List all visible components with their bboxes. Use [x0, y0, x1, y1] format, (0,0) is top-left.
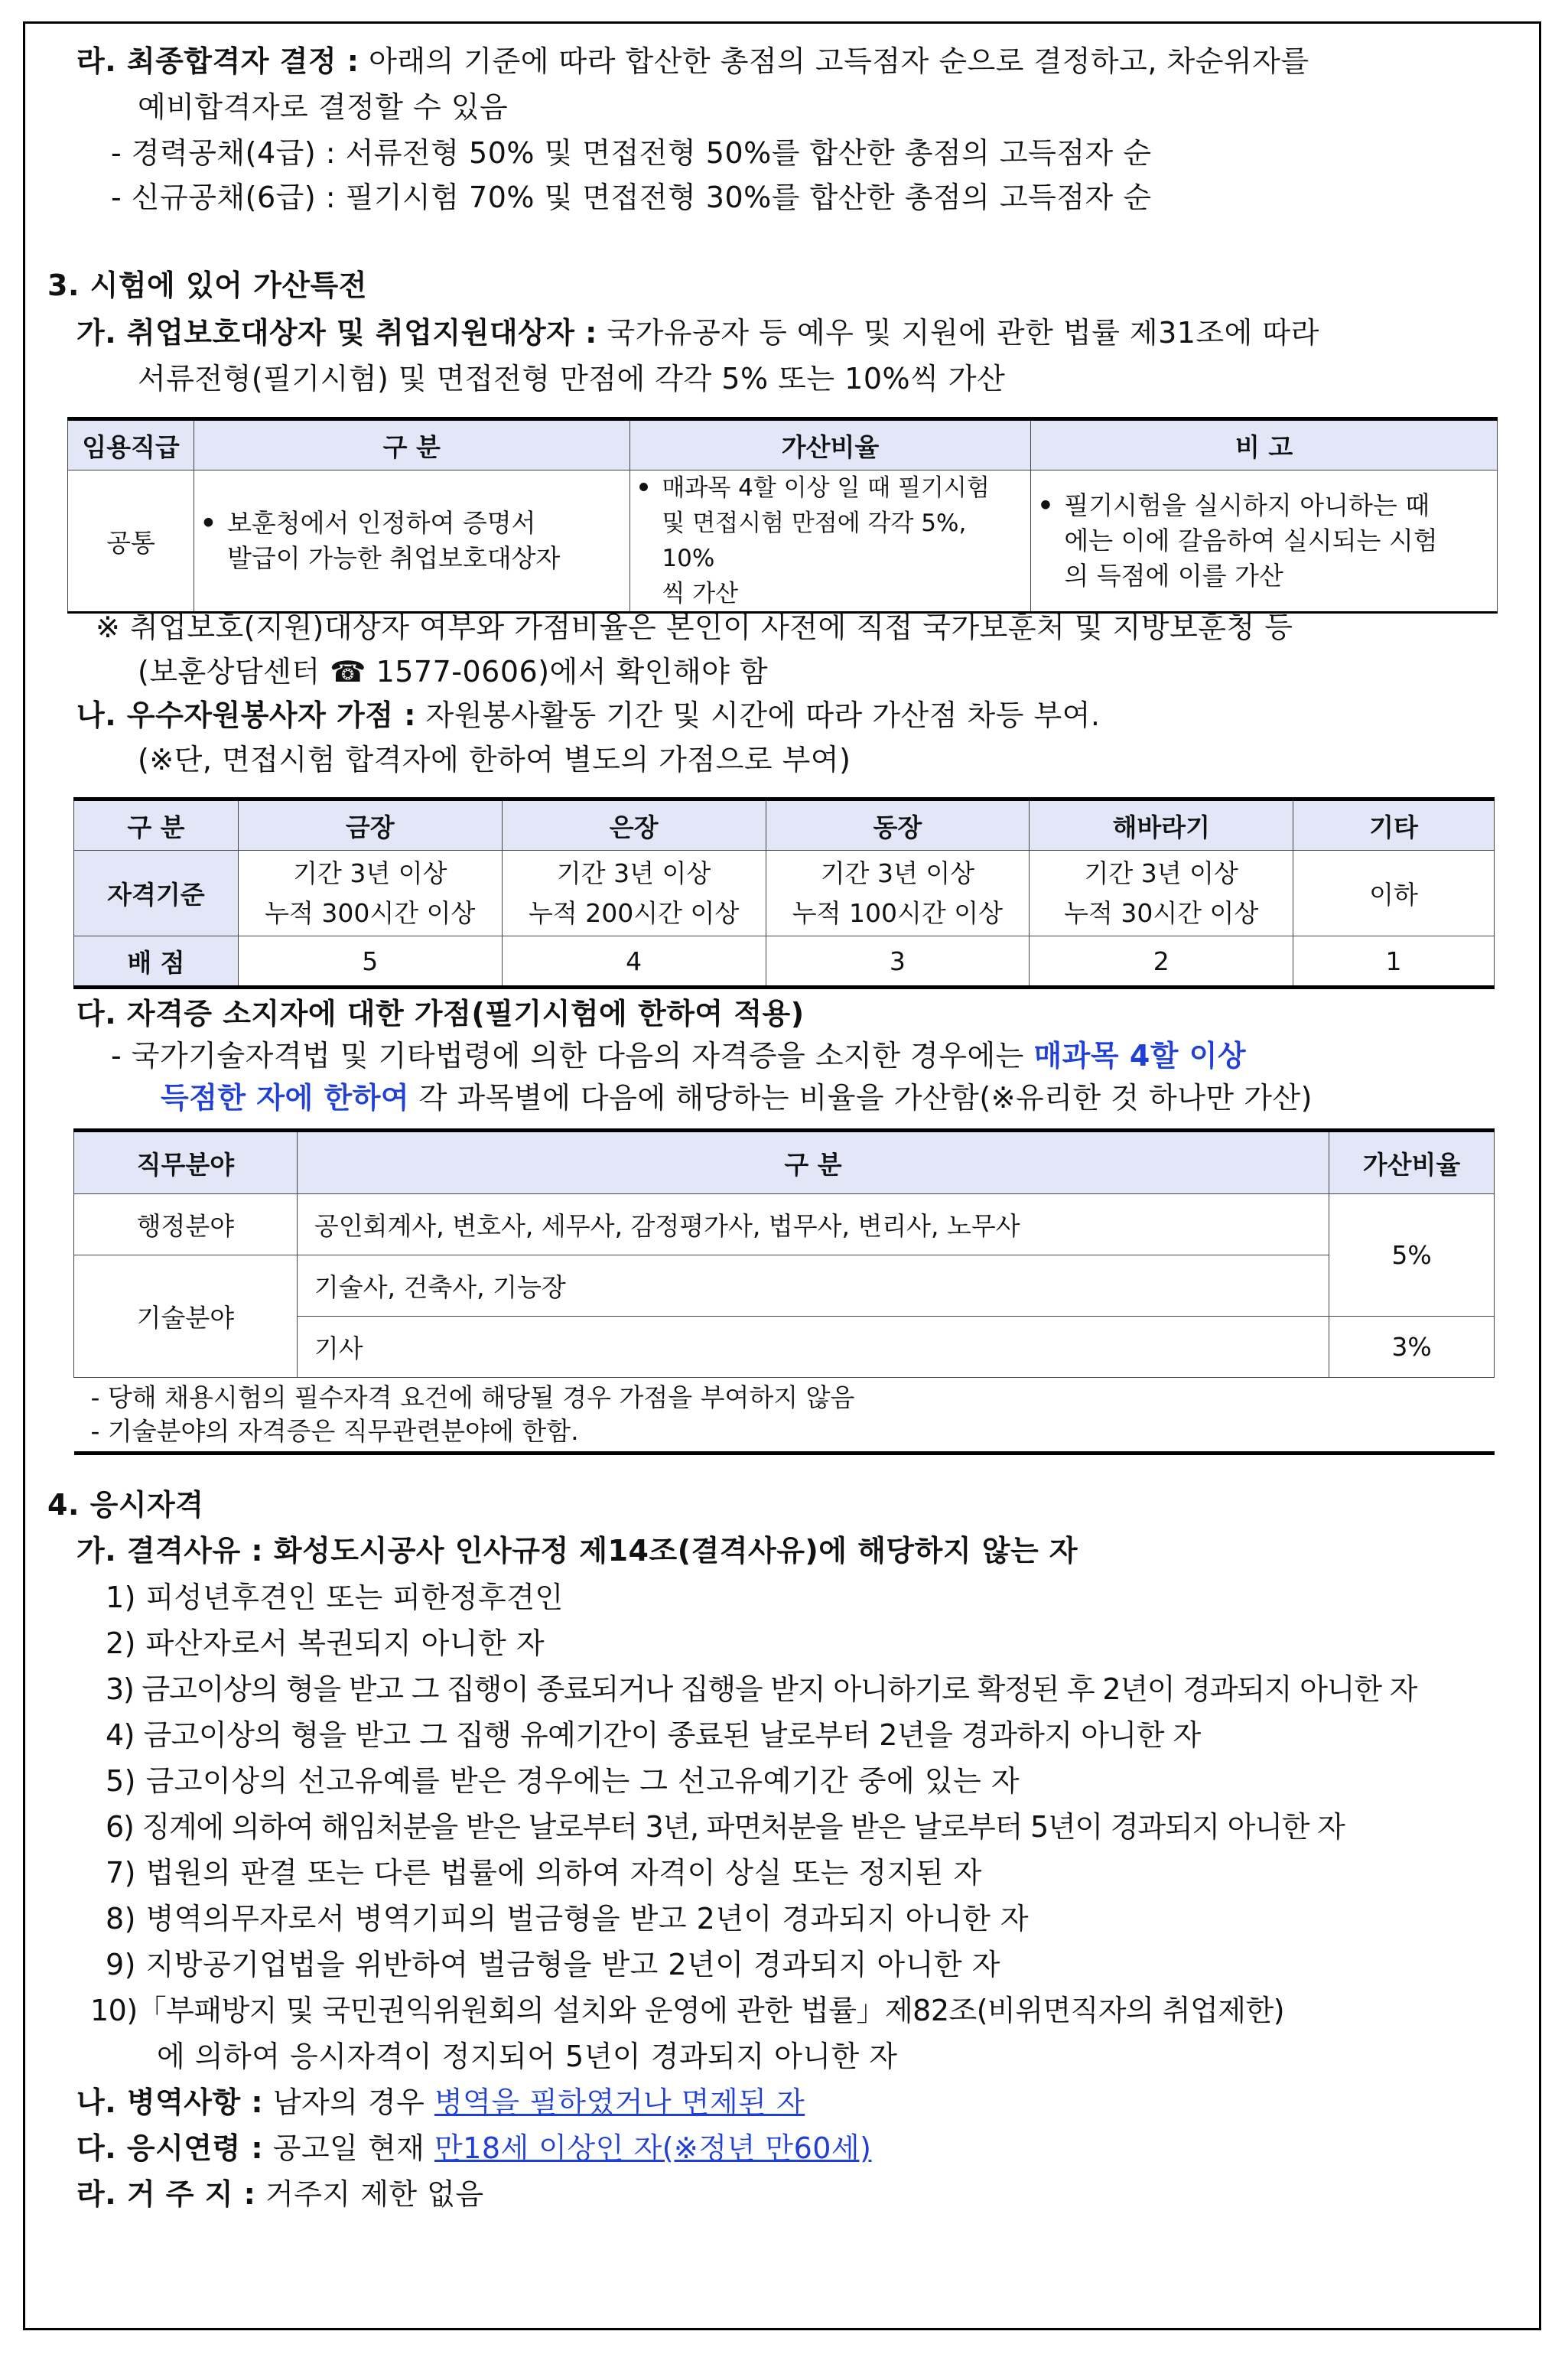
other-criteria: 이하: [1293, 851, 1495, 936]
cell-bonus-rate: • 매과목 4할 이상 일 때 필기시험 및 면접시험 만점에 각각 5%, 10% 씩 가산: [629, 470, 1031, 613]
division-line2: 발급이 가능한 취업보호대상자: [227, 543, 561, 573]
certificate-line1: [111, 1037, 1246, 1075]
remarks-line1: 필기시험을 실시하지 아니하는 때: [1064, 490, 1430, 520]
row-header-qualification: 자격기준: [74, 851, 239, 936]
other-points: 1: [1293, 936, 1495, 988]
residence-heading: 라. 거 주 지 :: [76, 2177, 256, 2211]
disqualification-item-7: 7) 법원의 판결 또는 다른 법률에 의하여 자격이 상실 또는 정지된 자: [106, 1856, 982, 1890]
career-hire-criteria: - 경력공채(4급) : 서류전형 50% 및 면접전형 50%를 합산한 총점의 고득점자 순: [111, 136, 1152, 170]
volunteer-heading: 나. 우수자원봉사자 가점 :: [76, 698, 416, 732]
certificate-text1: - 국가기술자격법 및 기타법령에 의한 다음의 자격증을 소지한 경우에는: [111, 1039, 1034, 1073]
age-text: 공고일 현재: [272, 2131, 434, 2165]
admin-field-label: 행정분야: [74, 1194, 298, 1255]
rate-line2: 및 면접시험 만점에 각각 5%, 10%: [662, 510, 967, 572]
disqualification-item-4: 4) 금고이상의 형을 받고 그 집행 유예기간이 종료된 날로부터 2년을 경과하지 아니한 자: [106, 1718, 1201, 1752]
final-pass-text: 아래의 기준에 따라 합산한 총점의 고득점자 순으로 결정하고, 차순위자를: [369, 44, 1309, 78]
tech-field-label: 기술분야: [74, 1255, 298, 1378]
final-pass-line1: [76, 42, 1309, 80]
cell-remarks: • 필기시험을 실시하지 아니하는 때 에는 이에 갈음하여 실시되는 시험 의 득점에 이를 가산: [1031, 470, 1498, 613]
certificate-table: [73, 1128, 1495, 1455]
certificate-text2: 각 과목별에 다음에 해당하는 비율을 가산함(※유리한 것 하나만 가산): [409, 1081, 1313, 1115]
disqualification-item-6: 6) 징계에 의하여 해임처분을 받은 날로부터 3년, 파면처분을 받은 날로부터 5년이 경과되지 아니한 자: [106, 1810, 1345, 1844]
disqualification-item-5: 5) 금고이상의 선고유예를 받은 경우에는 그 선고유예기간 중에 있는 자: [106, 1764, 1020, 1798]
new-hire-criteria: - 신규공채(6급) : 필기시험 70% 및 면접전형 30%를 합산한 총점의 고득점자 순: [111, 181, 1152, 214]
gold-points: 5: [238, 936, 502, 988]
certificate-highlight1: 매과목 4할 이상: [1033, 1039, 1247, 1073]
age-requirement: 만18세 이상인 자(※정년 만60세): [434, 2131, 872, 2165]
remarks-line3: 의 득점에 이를 가산: [1064, 561, 1283, 591]
rate-3-percent: 3%: [1329, 1317, 1495, 1378]
cell-grade: 공통: [68, 470, 194, 613]
col-header-sunflower: 해바라기: [1030, 799, 1293, 851]
silver-hours: 누적 200시간 이상: [528, 897, 740, 928]
final-pass-line2: 예비합격자로 결정할 수 있음: [138, 90, 509, 124]
age-heading: 다. 응시연령 :: [76, 2131, 264, 2165]
bronze-hours: 누적 100시간 이상: [792, 897, 1004, 928]
certificate-footnote1: - 당해 채용시험의 필수자격 요건에 해당될 경우 가점을 부여하지 않음: [90, 1382, 855, 1412]
volunteer-text: 자원봉사활동 기간 및 시간에 따라 가산점 차등 부여.: [425, 698, 1101, 732]
military-service-heading: 나. 병역사항 :: [76, 2085, 264, 2119]
col-header-silver: 은장: [502, 799, 766, 851]
col-header-grade: 임용직급: [68, 419, 194, 470]
military-service-line: [76, 2083, 805, 2121]
employment-protection-heading: 가. 취업보호대상자 및 취업지원대상자 :: [76, 316, 597, 350]
col-header-bonus-rate: 가산비율: [629, 419, 1031, 470]
sunflower-points: 2: [1030, 936, 1293, 988]
certificate-footnote2: - 기술분야의 자격증은 직무관련분야에 한함.: [90, 1416, 579, 1446]
col-header-field: 직무분야: [74, 1131, 298, 1194]
gold-hours: 누적 300시간 이상: [265, 897, 476, 928]
veteran-note-line2: (보훈상담센터 ☎ 1577-0606)에서 확인해야 함: [138, 655, 769, 689]
employment-protection-line1: [76, 314, 1319, 352]
sunflower-period: 기간 3년 이상: [1084, 858, 1238, 888]
veteran-bonus-table: [67, 417, 1498, 614]
section3-title: 3. 시험에 있어 가산특전: [47, 269, 367, 302]
col-header-remarks: 비 고: [1031, 419, 1498, 470]
division-line1: 보훈청에서 인정하여 증명서: [227, 508, 536, 538]
employment-protection-text: 국가유공자 등 예우 및 지원에 관한 법률 제31조에 따라: [607, 316, 1319, 350]
disqualification-item-10-cont: 에 의하여 응시자격이 정지되어 5년이 경과되지 아니한 자: [157, 2040, 898, 2073]
disqualification-item-1: 1) 피성년후견인 또는 피한정후견인: [106, 1581, 564, 1614]
col-header-bronze: 동장: [766, 799, 1030, 851]
final-pass-heading: 라. 최종합격자 결정 :: [76, 44, 359, 78]
residence-text: 거주지 제한 없음: [265, 2177, 484, 2211]
rate-line1: 매과목 4할 이상 일 때 필기시험: [662, 474, 990, 502]
bronze-points: 3: [766, 936, 1030, 988]
veteran-note-line1: ※ 취업보호(지원)대상자 여부와 가점비율은 본인이 사전에 직접 국가보훈처 및 지방보훈청 등: [96, 610, 1293, 644]
certificate-footnotes: [74, 1378, 1495, 1454]
disqualification-heading: 가. 결격사유 : 화성도시공사 인사규정 제14조(결격사유)에 해당하지 않는 자: [76, 1534, 1078, 1568]
certificate-line2: [161, 1079, 1313, 1117]
certificate-heading: 다. 자격증 소지자에 대한 가점(필기시험에 한하여 적용): [76, 997, 805, 1030]
disqualification-item-2: 2) 파산자로서 복권되지 아니한 자: [106, 1626, 545, 1660]
col-header-cert-rate: 가산비율: [1329, 1131, 1495, 1194]
disqualification-item-8: 8) 병역의무자로서 병역기피의 벌금형을 받고 2년이 경과되지 아니한 자: [106, 1902, 1030, 1936]
residence-line: [76, 2175, 484, 2213]
disqualification-item-3: 3) 금고이상의 형을 받고 그 집행이 종료되거나 집행을 받지 아니하기로 확정된 후 2년이 경과되지 아니한 자: [106, 1672, 1417, 1706]
col-header-gold: 금장: [238, 799, 502, 851]
silver-criteria: [502, 851, 766, 936]
bronze-period: 기간 3년 이상: [820, 858, 975, 888]
tech-field-certs1: 기술사, 건축사, 기능장: [297, 1255, 1329, 1317]
disqualification-item-9: 9) 지방공기업법을 위반하여 벌금형을 받고 2년이 경과되지 아니한 자: [106, 1948, 1000, 1981]
col-header-division: 구 분: [194, 419, 629, 470]
volunteer-line1: [76, 696, 1101, 734]
sunflower-criteria: [1030, 851, 1293, 936]
certificate-highlight2: 득점한 자에 한하여: [161, 1081, 410, 1115]
col-header-category: 구 분: [74, 799, 239, 851]
remarks-line2: 에는 이에 갈음하여 실시되는 시험: [1064, 526, 1438, 555]
cell-division: • 보훈청에서 인정하여 증명서 발급이 가능한 취업보호대상자: [194, 470, 629, 613]
row-header-points: 배 점: [74, 936, 239, 988]
volunteer-table: [73, 797, 1495, 989]
military-service-text: 남자의 경우: [272, 2085, 434, 2119]
col-header-cert-division: 구 분: [297, 1131, 1329, 1194]
col-header-other: 기타: [1293, 799, 1495, 851]
sunflower-hours: 누적 30시간 이상: [1064, 897, 1259, 928]
disqualification-item-10: 10)「부패방지 및 국민권익위원회의 설치와 운영에 관한 법률」제82조(비위면직자의 취업제한): [90, 1994, 1285, 2027]
gold-criteria: [238, 851, 502, 936]
section4-title: 4. 응시자격: [47, 1488, 204, 1522]
military-service-requirement: 병역을 필하였거나 면제된 자: [434, 2085, 805, 2119]
volunteer-line2: (※단, 면접시험 합격자에 한하여 별도의 가점으로 부여): [138, 743, 851, 777]
rate-line3: 씩 가산: [662, 580, 739, 607]
bronze-criteria: [766, 851, 1030, 936]
employment-protection-line2: 서류전형(필기시험) 및 면접전형 만점에 각각 5% 또는 10%씩 가산: [138, 362, 1006, 396]
age-line: [76, 2129, 871, 2167]
tech-field-certs2: 기사: [297, 1317, 1329, 1378]
rate-5-percent: 5%: [1329, 1194, 1495, 1317]
silver-points: 4: [502, 936, 766, 988]
admin-field-certs: 공인회계사, 변호사, 세무사, 감정평가사, 법무사, 변리사, 노무사: [297, 1194, 1329, 1255]
silver-period: 기간 3년 이상: [556, 858, 711, 888]
gold-period: 기간 3년 이상: [293, 858, 447, 888]
